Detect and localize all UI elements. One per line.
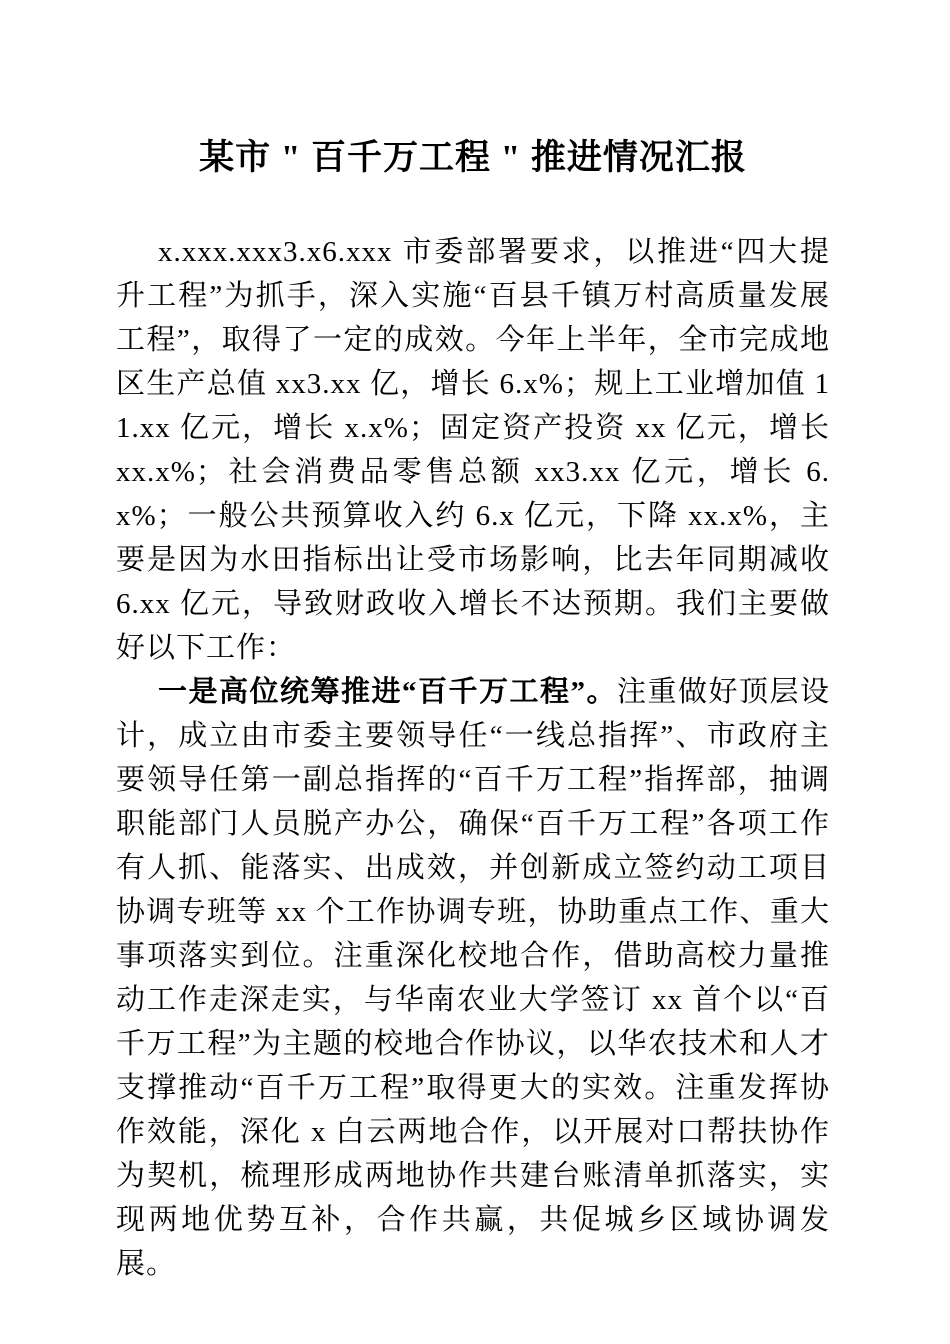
paragraph-overview-text: x.xxx.xxx3.x6.xxx 市委部署要求，以推进“四大提升工程”为抓手，深入实施“百县千镇万村高质量发展工程”，取得了一定的成效。今年上半年，全市完成地区生产总值 xx3.xx 亿，增长 6.x%；规上工业增加值 11.xx 亿元，增长 x.x%；固定资产投资 xx 亿元，增长 xx.x%；社会消费品零售总额 xx3.xx 亿元，增长 6.x%；一般公共预算收入约 6.x 亿元，下降 xx.x%，主要是因为水田指标出让受市场影响，比去年同期减收 6.xx 亿元，导致财政收入增长不达预期。我们主要做好以下工作： [116, 236, 830, 664]
paragraph-measure-one-lead: 一是高位统筹推进“百千万工程”。 [158, 676, 617, 708]
paragraph-measure-one-text: 注重做好顶层设计，成立由市委主要领导任“一线总指挥”、市政府主要领导任第一副总指挥的“百千万工程”指挥部，抽调职能部门人员脱产办公，确保“百千万工程”各项工作有人抓、能落实、出成效，并创新成立签约动工项目协调专班等 xx 个工作协调专班，协助重点工作、重大事项落实到位。注重深化校地合作，借助高校力量推动工作走深走实，与华南农业大学签订 xx 首个以“百千万工程”为主题的校地合作协议，以华农技术和人才支撑推动“百千万工程”取得更大的实效。注重发挥协作效能，深化 x 白云两地合作，以开展对口帮扶协作为契机，梳理形成两地协作共建台账清单抓落实，实现两地优势互补，合作共赢，共促城乡区域协调发展。 [116, 676, 830, 1280]
paragraph-measure-one [116, 670, 830, 1286]
paragraph-overview [116, 230, 830, 670]
document-title: 某市 " 百千万工程 " 推进情况汇报 [199, 138, 747, 177]
